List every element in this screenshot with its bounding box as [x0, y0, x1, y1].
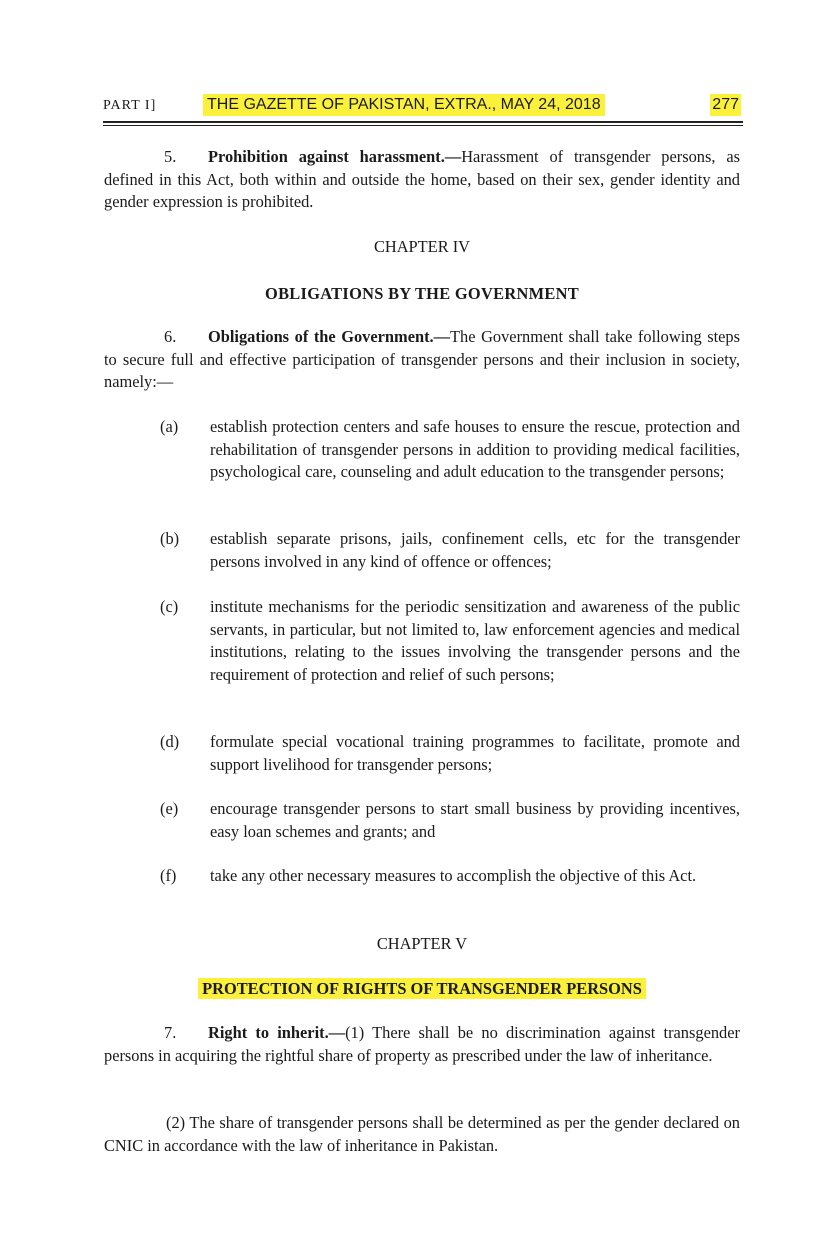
section-6-text: The Government shall take following steps to secure full and effective participation of transgender persons and their inclusion in society, namely:— — [104, 327, 740, 392]
section-7-title: Right to inherit.— — [208, 1023, 346, 1042]
section-5 — [104, 146, 740, 214]
section-5-number: 5. — [164, 147, 177, 166]
gazette-title: THE GAZETTE OF PAKISTAN, EXTRA., MAY 24, 2018 — [203, 94, 605, 116]
section-7-sub-2 — [104, 1112, 740, 1157]
section-6-title: Obligations of the Government.— — [208, 327, 451, 346]
header-rule-thin — [103, 125, 743, 126]
section-5-text: Harassment of transgender persons, as defined in this Act, both within and outside the home, based on their sex, gender identity and gender expression is prohibited. — [104, 147, 741, 212]
item-label: (f) — [160, 866, 177, 885]
item-text: institute mechanisms for the periodic sensitization and awareness of the public servants, in particular, but not limited to, law enforcement agencies and medical institutions, relating to the issues involving the transgender persons and the requirement of protection and relief of such persons; — [210, 597, 740, 684]
item-text: establish protection centers and safe houses to ensure the rescue, protection and rehabilitation of transgender persons in addition to providing medical facilities, psychological care, counseling and adult education to the transgender persons; — [210, 417, 740, 482]
item-text: encourage transgender persons to start small business by providing incentives, easy loan schemes and grants; and — [210, 799, 740, 841]
item-label: (d) — [160, 732, 180, 751]
item-text: take any other necessary measures to accomplish the objective of this Act. — [210, 866, 697, 885]
section-6-number: 6. — [164, 327, 177, 346]
page-number: 277 — [710, 94, 741, 116]
chapter-v-heading-row — [104, 978, 740, 1000]
header-rule — [103, 121, 743, 123]
section-7 — [104, 1022, 740, 1067]
item-label: (b) — [160, 529, 180, 548]
item-label: (c) — [160, 597, 179, 616]
section-5-title: Prohibition against harassment.— — [208, 147, 462, 166]
item-label: (e) — [160, 799, 179, 818]
item-label: (a) — [160, 417, 179, 436]
page-header — [103, 92, 743, 120]
section-7-text: (1) There shall be no discrimination against transgender persons in acquiring the rightful share of property as prescribed under the law of inheritance. — [104, 1023, 740, 1065]
chapter-v-label: CHAPTER V — [376, 934, 468, 953]
chapter-iv-label: CHAPTER IV — [373, 237, 471, 256]
chapter-iv-heading: OBLIGATIONS BY THE GOVERNMENT — [265, 284, 579, 303]
section-6 — [104, 326, 740, 394]
section-7-number: 7. — [164, 1023, 177, 1042]
item-text: establish separate prisons, jails, confinement cells, etc for the transgender persons involved in any kind of offence or offences; — [210, 529, 740, 571]
section-7-sub-2-text: (2) The share of transgender persons shall be determined as per the gender declared on CNIC in accordance with the law of inheritance in Pakistan. — [104, 1113, 740, 1155]
item-text: formulate special vocational training programmes to facilitate, promote and support livelihood for transgender persons; — [210, 732, 740, 774]
part-label: PART I] — [103, 98, 157, 113]
chapter-v-heading: PROTECTION OF RIGHTS OF TRANSGENDER PERSONS — [198, 978, 646, 999]
